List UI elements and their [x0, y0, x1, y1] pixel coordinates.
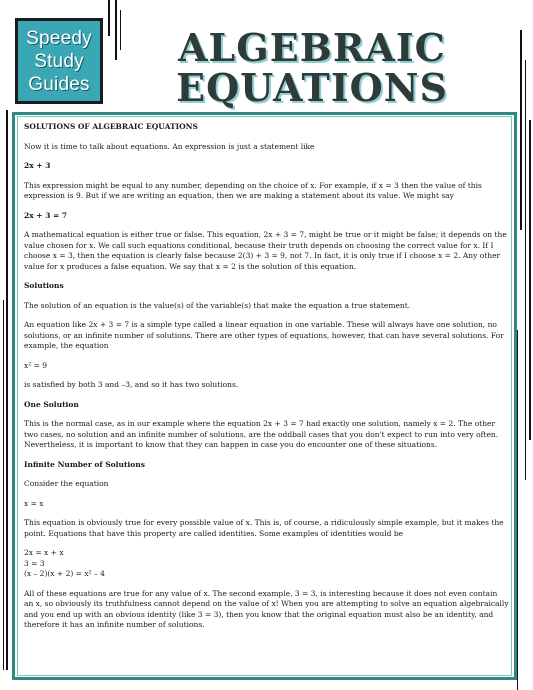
paragraph: This is the normal case, as in our example where the equation 2x + 3 = 7 had exactly one solution, namely x = 2. The other two cases, no solution and an infinite number of solutions, are the oddball cases that you don't expect to run into very often. Nevertheless, it is important to know that they can happen in case you do encounter one of these situations. [24, 419, 499, 449]
decorative-line [525, 60, 526, 480]
logo-word: Guides [28, 73, 90, 95]
decorative-line [520, 30, 522, 230]
expression: 2x + 3 = 7 [24, 210, 68, 220]
logo-word: Study [34, 50, 84, 72]
identity-line: (x – 2)(x + 2) = x² – 4 [24, 569, 105, 578]
paragraph: Consider the equation [24, 479, 109, 488]
title-line-2: EQUATIONS [176, 65, 448, 110]
speedy-study-guides-logo [15, 18, 103, 104]
section-heading: SOLUTIONS OF ALGEBRAIC EQUATIONS [24, 122, 198, 131]
paragraph: The solution of an equation is the value(s) of the variable(s) that make the equation a true statement. [24, 300, 411, 310]
section-heading: Infinite Number of Solutions [24, 459, 145, 469]
logo-word: Speedy [26, 27, 92, 49]
page-title [110, 20, 514, 116]
expression: x² = 9 [24, 360, 48, 370]
paragraph: Now it is time to talk about equations. An expression is just a statement like [24, 141, 315, 151]
decorative-line [3, 300, 4, 670]
paragraph: All of these equations are true for any value of x. The second example, 3 = 3, is interesting because it does not even contain an x, so obviously its truthfulness cannot depend on the value of x! When you are attempting to solve an equation algebraically and you end up with an obvious identity (like 3 = 3), then you know that the original equation must also be an identity, and therefore it has an infinite number of solutions. [24, 588, 509, 629]
expression: 2x + 3 [24, 161, 51, 170]
document-body [24, 122, 509, 640]
section-heading: One Solution [24, 399, 79, 409]
paragraph: An equation like 2x + 3 = 7 is a simple type called a linear equation in one variable. These will always have one solution, no solutions, or an infinite number of solutions. There are other types of equations, however, that can have several solutions. For example, the equation [24, 320, 504, 350]
paragraph: is satisfied by both 3 and –3, and so it has two solutions. [24, 380, 239, 389]
expression: x = x [24, 498, 44, 508]
decorative-line [517, 330, 518, 690]
section-heading: Solutions [24, 281, 64, 290]
identity-line: 2x = x + x [24, 548, 64, 557]
identity-line: 3 = 3 [24, 558, 45, 568]
title-line-1: ALGEBRAIC [178, 25, 446, 70]
paragraph: This equation is obviously true for every possible value of x. This is, of course, a ridiculously simple example, but it makes the point. Equations that have this property are called identities. Some examples of identities would be [24, 518, 504, 538]
paragraph: This expression might be equal to any number, depending on the choice of x. For example, if x = 3 then the value of this expression is 9. But if we are writing an equation, then we are making a statement about its value. We might say [24, 180, 482, 200]
paragraph: A mathematical equation is either true or false. This equation, 2x + 3 = 7, might be true or it might be false; it depends on the value chosen for x. We call such equations conditional, because their truth depends on choosing the correct value for x. If I choose x = 3, then the equation is clearly false because 2(3) + 3 = 9, not 7. In fact, it is only true if I choose x = 2. Any other value for x produces a false equation. We say that x = 2 is the solution of this equation. [24, 230, 507, 271]
decorative-line [529, 120, 531, 440]
decorative-line [6, 110, 8, 670]
